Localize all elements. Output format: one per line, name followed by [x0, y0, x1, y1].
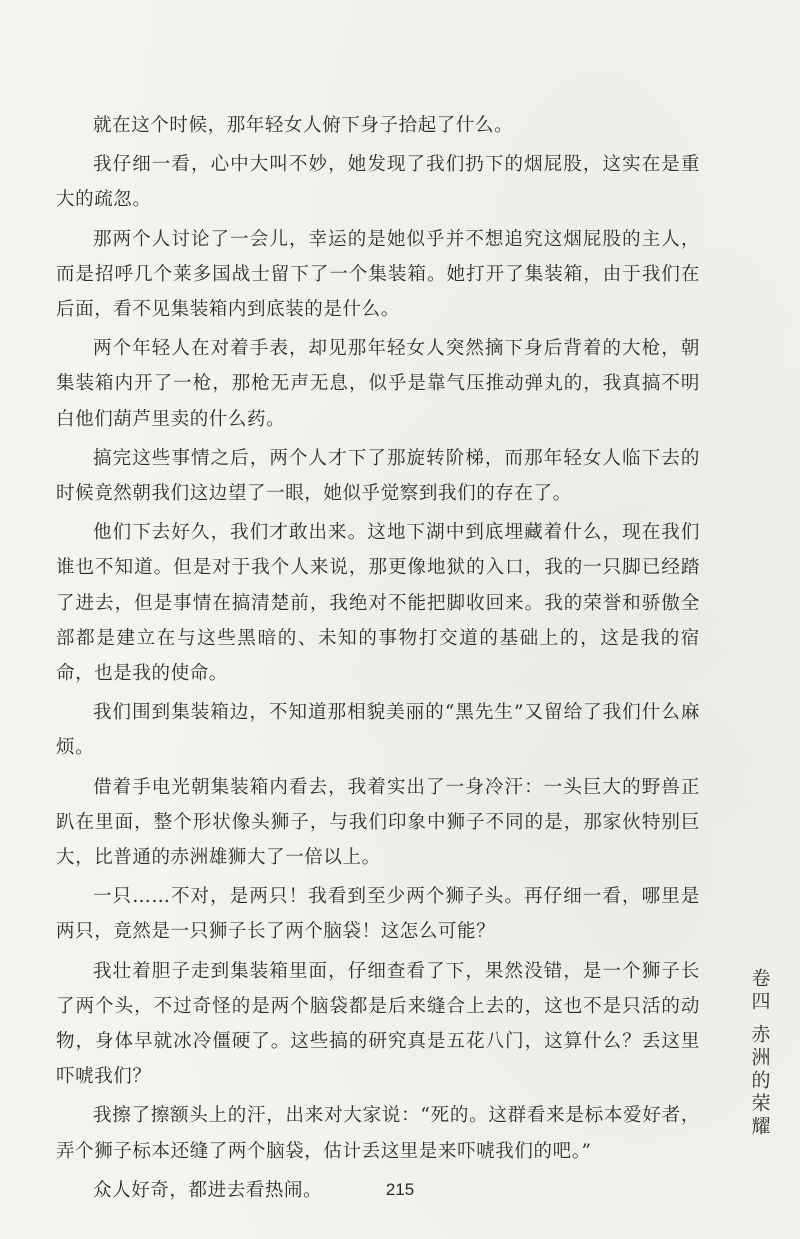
page-number: 215 [385, 1180, 415, 1199]
paragraph: 借着手电光朝集装箱内看去，我着实出了一身冷汗：一头巨大的野兽正趴在里面，整个形状像头狮子，与我们印象中狮子不同的是，那家伙特别巨大，比普通的赤洲雄狮大了一倍以上。 [56, 776, 700, 869]
paragraph: 我擦了擦额头上的汗，出来对大家说：“死的。这群看来是标本爱好者，弄个狮子标本还缝了两个脑袋，估计丢这里是来吓唬我们的吧。” [56, 1105, 700, 1162]
paragraph: 那两个人讨论了一会儿，幸运的是她似乎并不想追究这烟屁股的主人，而是招呼几个莱多国战士留下了一个集装箱。她打开了集装箱，由于我们在后面，看不见集装箱内到底装的是什么。 [56, 228, 700, 321]
volume-label: 卷四 [748, 968, 771, 1014]
paragraph: 就在这个时候，那年轻女人俯下身子拾起了什么。 [93, 115, 514, 136]
section-title: 赤洲的荣耀 [748, 1024, 771, 1139]
paragraph: 两个年轻人在对着手表，却见那年轻女人突然摘下身后背着的大枪，朝集装箱内开了一枪，那枪无声无息，似乎是靠气压推动弹丸的，我真搞不明白他们葫芦里卖的什么药。 [56, 338, 700, 430]
paragraph: 搞完这些事情之后，两个人才下了那旋转阶梯，而那年轻女人临下去的时候竟然朝我们这边望了一眼，她似乎觉察到我们的存在了。 [56, 447, 700, 505]
paragraph: 他们下去好久，我们才敢出来。这地下湖中到底埋藏着什么，现在我们谁也不知道。但是对于我个人来说，那更像地狱的入口，我的一只脚已经踏了进去，但是事情在搞清楚前，我绝对不能把脚收回来。我的荣誉和骄傲全部都是建立在与这些黑暗的、未知的事物打交道的基础上的，这是我的宿命，也是我的使命。 [56, 522, 700, 685]
body-text [56, 108, 700, 1212]
paragraph: 我们围到集装箱边，不知道那相貌美丽的“黑先生”又留给了我们什么麻烦。 [56, 702, 700, 759]
paragraph: 一只……不对，是两只！我看到至少两个狮子头。再仔细一看，哪里是两只，竟然是一只狮子长了两个脑袋！这怎么可能？ [56, 886, 700, 943]
paragraph: 我仔细一看，心中大叫不妙，她发现了我们扔下的烟屁股，这实在是重大的疏忽。 [56, 154, 700, 211]
paragraph: 众人好奇，都进去看热闹。 [93, 1179, 323, 1201]
running-sidebar [738, 968, 782, 1139]
paragraph: 我壮着胆子走到集装箱里面，仔细查看了下，果然没错，是一个狮子长了两个头，不过奇怪的是两个脑袋都是后来缝合上去的，这也不是只活的动物，身体早就冰冷僵硬了。这些搞的研究真是五花八门，这算什么？丢这里吓唬我们？ [56, 960, 700, 1088]
